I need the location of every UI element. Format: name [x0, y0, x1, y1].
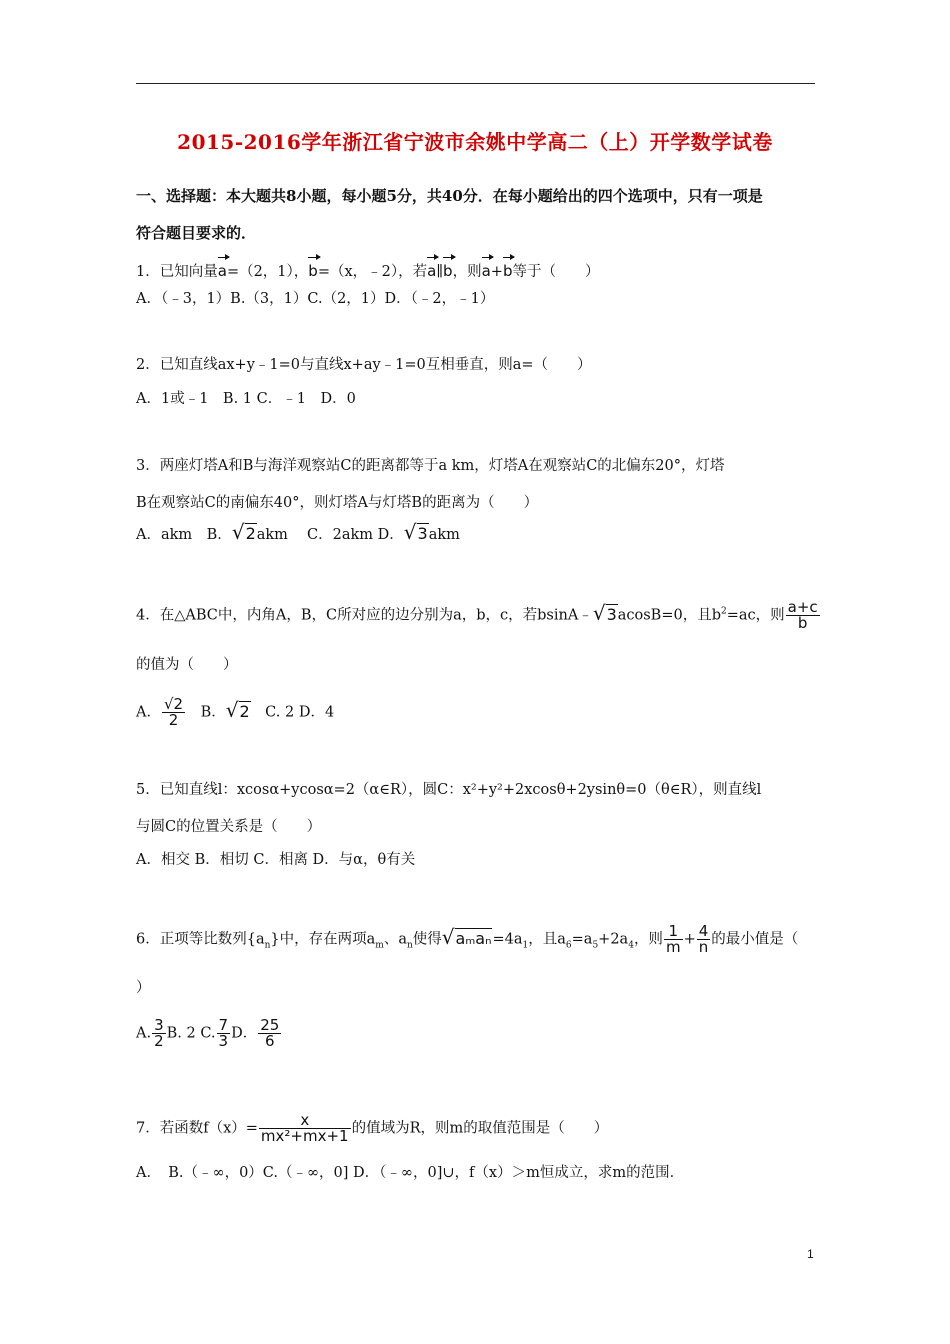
vector-a: a: [482, 255, 491, 281]
page-number: 1: [807, 1247, 814, 1261]
vector-b: b: [503, 255, 513, 281]
fraction-function-f: $\frac{x}{\text{mx²+mx+1}}$: [260, 1111, 349, 1145]
question-5-cont: 与圆C的位置关系是（ ）: [136, 819, 322, 835]
question-3: 3．两座灯塔A和B与海洋观察站C的距离都等于a km，灯塔A在观察站C的北偏东20°，灯塔: [136, 458, 725, 474]
fraction-3-over-2: $\frac{3}{2}$: [154, 1016, 164, 1050]
fraction-25-over-6: $\frac{25}{6}$: [260, 1016, 280, 1050]
question-5: 5．已知直线l：xcosα+ycosα=2（α∈R），圆C：x²+y²+2xcosθ+2ysinθ=0（θ∈R），则直线l: [136, 782, 762, 798]
question-5-options: A．相交 B．相切 C．相离 D．与α，θ有关: [136, 852, 416, 868]
fraction-a-plus-c-over-b: $\frac{a+c}{b}$: [787, 598, 818, 632]
sqrt-2: √2: [231, 520, 256, 544]
fraction-7-over-3: $\frac{7}{3}$: [218, 1016, 229, 1050]
section-heading: 一、选择题：本大题共8小题，每小题5分，共40分．在每小题给出的四个选项中，只有一项是: [136, 187, 763, 205]
question-6-cont: ）: [136, 980, 151, 996]
question-6: 6．正项等比数列$\{a_n\}$中，存在两项$a_m$、$a_n$使得$√a_ma_n=4a_1$，且$a_6=a_5+2a_4$，则 $\frac{1}{m}$ + $\frac{4}{n}$ 的最小值是（: [136, 922, 799, 956]
question-3-options: A．akm B．√2akm C．2akm D．√3akm: [136, 520, 460, 544]
question-1: 1．已知向量a=（2，1），b=（x，﹣2），若a∥b，则a+b等于（ ）: [136, 255, 599, 282]
header-rule: [136, 83, 815, 84]
vector-a: a: [218, 255, 227, 281]
question-4: 4．在△ABC中，内角A，B，C所对应的边分别为a，b，c，若bsinA﹣√3acosB=0，且$b^2=ac$，则 $\frac{a+c}{b}$: [136, 598, 818, 632]
vector-b: b: [443, 255, 453, 281]
sqrt-am-an: √aₘaₙ: [441, 924, 492, 949]
sqrt-3: √3: [592, 600, 617, 625]
sqrt-2: √2: [225, 697, 250, 722]
question-1-options: A．（﹣3，1）B.（3，1）C.（2，1）D．（﹣2，﹣1）: [136, 291, 495, 307]
vector-b: b: [308, 255, 318, 281]
question-6-options: A. $\frac{3}{2}$ B. 2 C. $\frac{7}{3}$ D． $\frac{25}{6}$: [136, 1016, 280, 1050]
question-7: 7．若函数f（x）= $\frac{x}{\text{mx²+mx+1}}$ 的值域为R，则m的取值范围是（ ）: [136, 1111, 609, 1145]
question-4-options: A． $\frac{√2}{2}$ B．√2 C. 2 D．4: [136, 695, 335, 729]
question-7-options: A． B.（﹣∞，0）C.（﹣∞，0] D．（﹣∞，0]∪，f（x）＞m恒成立，求m的范围．: [136, 1165, 685, 1181]
question-2: 2．已知直线ax+y﹣1=0与直线x+ay﹣1=0互相垂直，则a=（ ）: [136, 357, 592, 373]
fraction-sqrt2-over-2: $\frac{√2}{2}$: [163, 695, 184, 729]
question-2-options: A．1或﹣1 B. 1 C．﹣1 D．0: [136, 391, 356, 407]
page-title: 2015-2016学年浙江省宁波市余姚中学高二（上）开学数学试卷: [177, 130, 773, 154]
question-3-cont: B在观察站C的南偏东40°，则灯塔A与灯塔B的距离为（ ）: [136, 495, 539, 511]
vector-a: a: [427, 255, 436, 281]
question-4-cont: 的值为（ ）: [136, 657, 238, 673]
fraction-1-over-m: $\frac{1}{m}$: [665, 922, 681, 956]
section-heading-cont: 符合题目要求的．: [136, 224, 257, 242]
fraction-4-over-n: $\frac{4}{n}$: [698, 922, 709, 956]
sqrt-3: √3: [403, 520, 428, 544]
